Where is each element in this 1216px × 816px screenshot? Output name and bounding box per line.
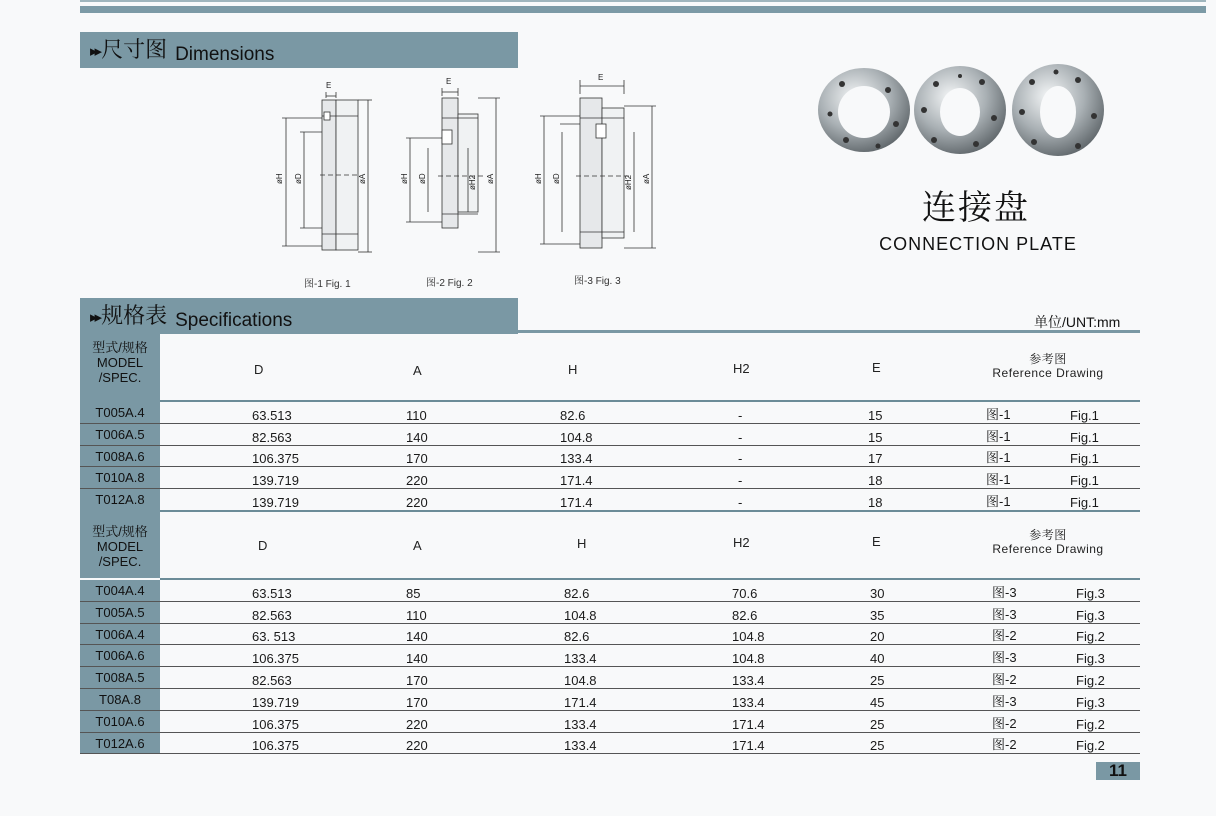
reference-header-zh: 参考图	[1029, 352, 1067, 366]
d-cell: 82.563	[252, 607, 292, 623]
model-header-zh: 型式/规格	[92, 524, 148, 539]
e-cell: 18	[868, 473, 883, 489]
a-cell: 220	[406, 716, 428, 732]
ref-en-cell: Fig.1	[1070, 494, 1099, 510]
fig2-label-h: øH	[400, 173, 409, 184]
ref-en-cell: Fig.1	[1070, 451, 1099, 467]
h2-cell: -	[738, 494, 743, 510]
model-cell: T008A.5	[80, 667, 160, 688]
figure-2-caption: 图-2 Fig. 2	[426, 278, 473, 289]
e-cell: 35	[870, 607, 885, 623]
ref-zh-cell: 图-2	[992, 737, 1017, 753]
reference-header-en: Reference Drawing	[992, 542, 1104, 556]
model-cell: T004A.4	[80, 580, 160, 601]
plate-photo-1	[818, 68, 910, 152]
dimensions-header	[80, 32, 518, 68]
model-cell: T008A.6	[80, 446, 160, 467]
d-cell: 106.375	[252, 716, 299, 732]
e-cell: 25	[870, 672, 885, 688]
h-cell: 133.4	[564, 651, 597, 667]
e-cell: 25	[870, 738, 885, 754]
header-h: H	[577, 536, 587, 551]
header-h2: H2	[733, 535, 750, 550]
figure-1-drawing	[282, 92, 372, 252]
table-row	[80, 689, 1140, 711]
plate-photo-3	[1012, 64, 1104, 156]
ref-zh-cell: 图-2	[992, 628, 1017, 644]
ref-zh-cell: 图-2	[992, 715, 1017, 731]
ref-zh-cell: 图-3	[992, 693, 1017, 709]
header-h2: H2	[733, 361, 750, 376]
e-cell: 15	[868, 429, 883, 445]
model-cell: T006A.6	[80, 645, 160, 666]
header-e: E	[872, 360, 881, 375]
ref-zh-cell: 图-1	[986, 493, 1011, 509]
model-cell: T005A.4	[80, 402, 160, 423]
fig2-label-a: øA	[486, 173, 495, 184]
h-cell: 82.6	[560, 407, 586, 423]
header-reference-drawing	[974, 528, 1122, 556]
h2-cell: 104.8	[732, 629, 765, 645]
table-row	[80, 446, 1140, 468]
d-cell: 106.375	[252, 651, 299, 667]
connection-plate-photos	[816, 60, 1106, 160]
a-cell: 140	[406, 651, 428, 667]
a-cell: 220	[406, 738, 428, 754]
figure-3-drawing	[540, 80, 656, 248]
ref-en-cell: Fig.2	[1076, 716, 1105, 732]
spec-table-2	[80, 510, 1140, 754]
model-column-header	[80, 524, 160, 569]
h-cell: 104.8	[564, 672, 597, 688]
table-header	[80, 334, 1140, 402]
ref-en-cell: Fig.2	[1076, 738, 1105, 754]
arrows-icon: ▸▸	[90, 43, 100, 60]
a-cell: 170	[406, 672, 428, 688]
model-cell: T012A.6	[80, 733, 160, 754]
h2-cell: 133.4	[732, 694, 765, 710]
h2-cell: 133.4	[732, 672, 765, 688]
fig3-label-h2: øH2	[624, 174, 633, 190]
h2-cell: -	[738, 429, 743, 445]
model-cell: T08A.8	[80, 689, 160, 710]
header-d: D	[254, 362, 264, 377]
fig1-label-e: E	[326, 81, 332, 90]
specifications-title-zh: 规格表	[101, 304, 168, 329]
h2-cell: 171.4	[732, 716, 765, 732]
ref-en-cell: Fig.3	[1076, 607, 1105, 623]
h-cell: 82.6	[564, 585, 590, 601]
unit-label: 单位/UNT:mm	[1034, 314, 1121, 330]
model-cell: T010A.8	[80, 467, 160, 488]
d-cell: 139.719	[252, 473, 299, 489]
ref-zh-cell: 图-1	[986, 406, 1011, 422]
h-cell: 171.4	[560, 494, 593, 510]
ref-zh-cell: 图-2	[992, 671, 1017, 687]
fig3-label-a: øA	[642, 173, 651, 184]
header-a: A	[413, 363, 422, 378]
h2-cell: -	[738, 473, 743, 489]
dimension-drawings	[260, 72, 760, 292]
table-row	[80, 733, 1140, 755]
ref-en-cell: Fig.2	[1076, 672, 1105, 688]
e-cell: 25	[870, 716, 885, 732]
a-cell: 110	[406, 607, 427, 623]
d-cell: 139.719	[252, 494, 299, 510]
model-cell: T006A.4	[80, 624, 160, 645]
fig3-label-d: øD	[552, 173, 561, 184]
model-column-header	[80, 340, 160, 385]
spec-table-1	[80, 334, 1140, 510]
fig3-label-e: E	[598, 73, 604, 82]
table-row	[80, 711, 1140, 733]
fig1-label-h: øH	[275, 173, 284, 184]
e-cell: 45	[870, 694, 885, 710]
table-row	[80, 645, 1140, 667]
h-cell: 104.8	[560, 429, 593, 445]
ref-zh-cell: 图-3	[992, 606, 1017, 622]
a-cell: 170	[406, 451, 428, 467]
figure-1-caption: 图-1 Fig. 1	[304, 279, 351, 290]
model-cell: T012A.8	[80, 489, 160, 510]
ref-en-cell: Fig.3	[1076, 651, 1105, 667]
ref-en-cell: Fig.2	[1076, 629, 1105, 645]
fig2-label-d: øD	[418, 173, 427, 184]
d-cell: 63.513	[252, 407, 292, 423]
product-title-en: CONNECTION PLATE	[879, 234, 1077, 254]
page-number: 11	[1096, 762, 1140, 780]
specifications-header	[80, 298, 518, 334]
h-cell: 133.4	[560, 451, 593, 467]
figure-3-caption: 图-3 Fig. 3	[574, 276, 621, 287]
a-cell: 110	[406, 407, 427, 423]
e-cell: 20	[870, 629, 885, 645]
dimensions-title-en: Dimensions	[175, 44, 275, 65]
model-header-zh: 型式/规格	[92, 340, 148, 355]
top-thin-rule	[80, 0, 1206, 2]
fig2-label-e: E	[446, 77, 452, 86]
table-row	[80, 402, 1140, 424]
h2-cell: 82.6	[732, 607, 758, 623]
h2-cell: 171.4	[732, 738, 765, 754]
ref-zh-cell: 图-3	[992, 584, 1017, 600]
header-e: E	[872, 534, 881, 549]
a-cell: 140	[406, 429, 428, 445]
a-cell: 220	[406, 473, 428, 489]
a-cell: 170	[406, 694, 428, 710]
product-title-zh: 连接盘	[922, 188, 1030, 228]
ref-en-cell: Fig.1	[1070, 473, 1099, 489]
header-h: H	[568, 362, 578, 377]
ref-zh-cell: 图-1	[986, 472, 1011, 488]
a-cell: 220	[406, 494, 428, 510]
table-row	[80, 602, 1140, 624]
header-d: D	[258, 538, 268, 553]
ref-en-cell: Fig.1	[1070, 407, 1099, 423]
ref-zh-cell: 图-1	[986, 450, 1011, 466]
fig2-label-h2: øH2	[468, 174, 477, 190]
d-cell: 63.513	[252, 585, 292, 601]
a-cell: 85	[406, 585, 421, 601]
ref-en-cell: Fig.1	[1070, 429, 1099, 445]
model-header-en: MODEL	[96, 355, 144, 370]
h-cell: 82.6	[564, 629, 590, 645]
ref-en-cell: Fig.3	[1076, 585, 1105, 601]
e-cell: 15	[868, 407, 883, 423]
table-row	[80, 467, 1140, 489]
table-row	[80, 424, 1140, 446]
table-row	[80, 624, 1140, 646]
ref-en-cell: Fig.3	[1076, 694, 1105, 710]
h-cell: 133.4	[564, 716, 597, 732]
plate-photo-2	[914, 66, 1006, 154]
h2-cell: 70.6	[732, 585, 758, 601]
table-row	[80, 580, 1140, 602]
model-cell: T006A.5	[80, 424, 160, 445]
dimensions-title-zh: 尺寸图	[101, 38, 168, 63]
table-row	[80, 489, 1140, 511]
h-cell: 133.4	[564, 738, 597, 754]
d-cell: 63. 513	[252, 629, 296, 645]
e-cell: 30	[870, 585, 885, 601]
h2-cell: -	[738, 451, 743, 467]
h-cell: 171.4	[564, 694, 597, 710]
fig1-label-d: øD	[294, 173, 303, 184]
table-1-rows	[80, 402, 1140, 511]
header-a: A	[413, 538, 422, 553]
top-rule	[80, 6, 1206, 13]
h2-cell: 104.8	[732, 651, 765, 667]
e-cell: 18	[868, 494, 883, 510]
model-header-en: MODEL	[96, 539, 144, 554]
figure-2-drawing	[406, 88, 500, 252]
a-cell: 140	[406, 629, 428, 645]
arrows-icon: ▸▸	[90, 309, 100, 326]
h-cell: 171.4	[560, 473, 593, 489]
spec-header-en: /SPEC.	[98, 554, 142, 569]
d-cell: 82.563	[252, 429, 292, 445]
e-cell: 17	[868, 451, 883, 467]
h-cell: 104.8	[564, 607, 597, 623]
header-reference-drawing	[974, 352, 1122, 380]
specifications-title-en: Specifications	[175, 310, 293, 331]
reference-header-en: Reference Drawing	[992, 366, 1104, 380]
d-cell: 106.375	[252, 738, 299, 754]
model-cell: T010A.6	[80, 711, 160, 732]
h2-cell: -	[738, 407, 743, 423]
d-cell: 106.375	[252, 451, 299, 467]
d-cell: 139.719	[252, 694, 299, 710]
model-cell: T005A.5	[80, 602, 160, 623]
table-row	[80, 667, 1140, 689]
reference-header-zh: 参考图	[1029, 528, 1067, 542]
ref-zh-cell: 图-3	[992, 650, 1017, 666]
ref-zh-cell: 图-1	[986, 428, 1011, 444]
table-header	[80, 510, 1140, 578]
d-cell: 82.563	[252, 672, 292, 688]
table-2-rows	[80, 580, 1140, 754]
spec-header-en: /SPEC.	[98, 370, 142, 385]
fig3-label-h: øH	[534, 173, 543, 184]
fig1-label-a: øA	[358, 173, 367, 184]
e-cell: 40	[870, 651, 885, 667]
